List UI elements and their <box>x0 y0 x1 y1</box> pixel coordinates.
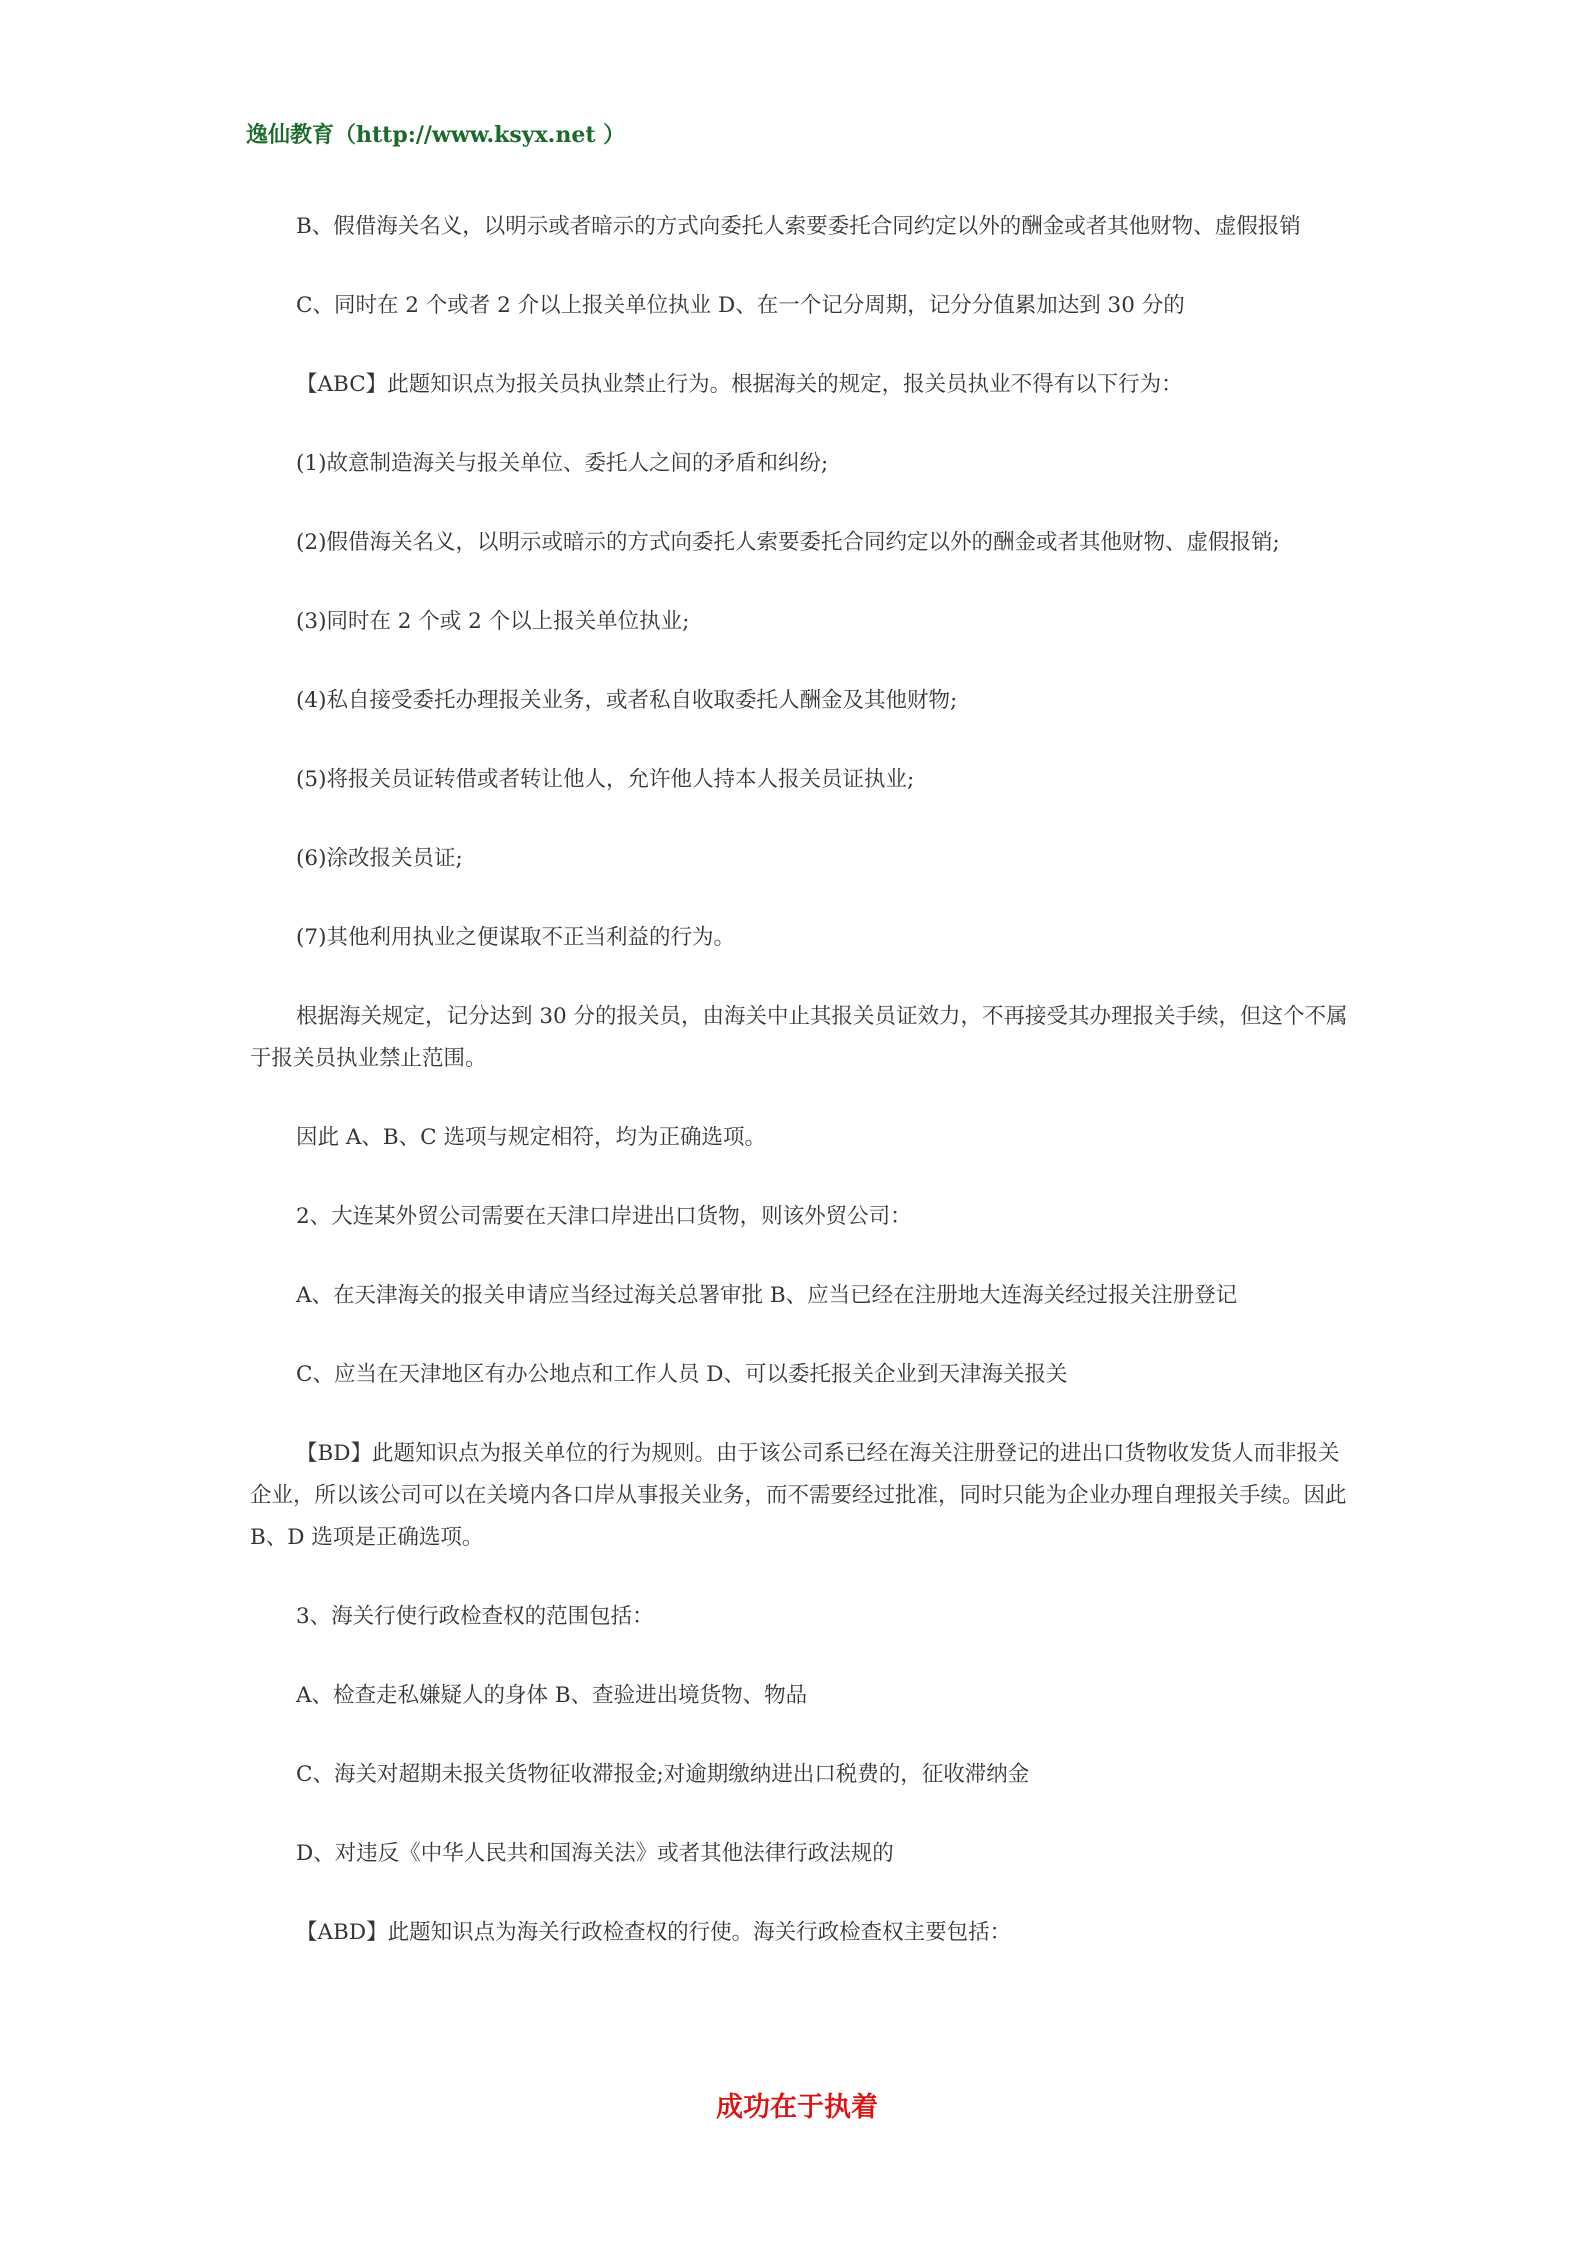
paragraph: 2、大连某外贸公司需要在天津口岸进出口货物，则该外贸公司： <box>296 1204 912 1229</box>
paragraph: (3)同时在 2 个或 2 个以上报关单位执业; <box>296 609 690 634</box>
paragraph: (5)将报关员证转借或者转让他人，允许他人持本人报关员证执业; <box>296 767 915 792</box>
paragraph: (1)故意制造海关与报关单位、委托人之间的矛盾和纠纷; <box>296 451 829 476</box>
paragraph: B、假借海关名义，以明示或者暗示的方式向委托人索要委托合同约定以外的酬金或者其他财物、虚假报销 <box>296 214 1301 239</box>
paragraph: D、对违反《中华人民共和国海关法》或者其他法律行政法规的 <box>296 1841 894 1866</box>
paragraph: (4)私自接受委托办理报关业务，或者私自收取委托人酬金及其他财物; <box>296 688 958 713</box>
paragraph: C、应当在天津地区有办公地点和工作人员 D、可以委托报关企业到天津海关报关 <box>296 1362 1068 1387</box>
paragraph: C、海关对超期未报关货物征收滞报金;对逾期缴纳进出口税费的，征收滞纳金 <box>296 1762 1030 1787</box>
paragraph: C、同时在 2 个或者 2 介以上报关单位执业 D、在一个记分周期，记分分值累加达到 30 分的 <box>296 293 1185 318</box>
paragraph: 根据海关规定，记分达到 30 分的报关员，由海关中止其报关员证效力，不再接受其办理报关手续，但这个不属于报关员执业禁止范围。 <box>250 1004 1348 1071</box>
page-footer-slogan: 成功在于执着 <box>716 2092 878 2123</box>
paragraph: (7)其他利用执业之便谋取不正当利益的行为。 <box>296 925 735 950</box>
paragraph: A、在天津海关的报关申请应当经过海关总署审批 B、应当已经在注册地大连海关经过报关注册登记 <box>296 1283 1238 1308</box>
document-body <box>250 206 1350 1991</box>
page-header: 逸仙教育（http://www.ksyx.net ） <box>246 122 626 148</box>
paragraph: 【BD】此题知识点为报关单位的行为规则。由于该公司系已经在海关注册登记的进出口货物收发货人而非报关企业，所以该公司可以在关境内各口岸从事报关业务，而不需要经过批准，同时只能为企业办理自理报关手续。因此 B、D 选项是正确选项。 <box>250 1441 1347 1550</box>
paragraph: 【ABD】此题知识点为海关行政检查权的行使。海关行政检查权主要包括： <box>296 1920 1012 1945</box>
paragraph: 3、海关行使行政检查权的范围包括： <box>296 1604 654 1629</box>
paragraph: (2)假借海关名义，以明示或暗示的方式向委托人索要委托合同约定以外的酬金或者其他财物、虚假报销; <box>296 530 1280 555</box>
paragraph: A、检查走私嫌疑人的身体 B、查验进出境货物、物品 <box>296 1683 808 1708</box>
paragraph: (6)涂改报关员证; <box>296 846 463 871</box>
paragraph: 【ABC】此题知识点为报关员执业禁止行为。根据海关的规定，报关员执业不得有以下行为： <box>296 372 1183 397</box>
paragraph: 因此 A、B、C 选项与规定相符，均为正确选项。 <box>296 1125 766 1150</box>
